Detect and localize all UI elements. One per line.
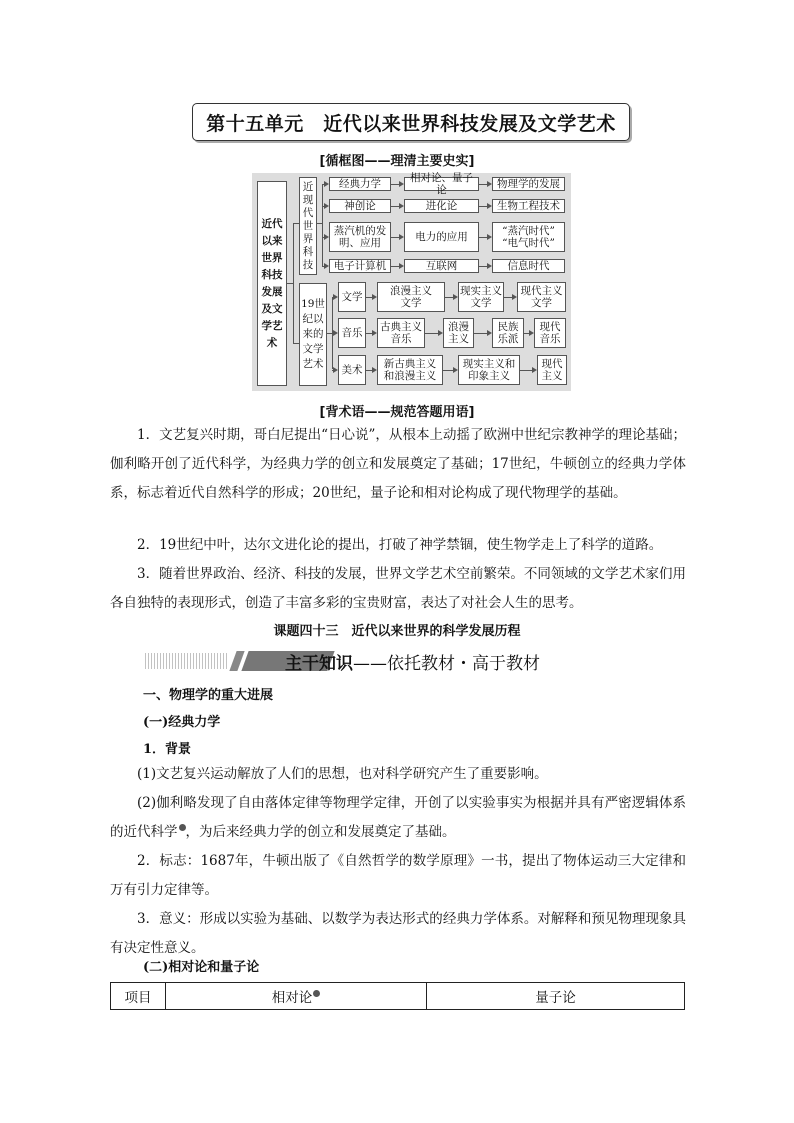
knowledge-diagram <box>252 173 571 391</box>
diagram-arrow-line <box>445 297 453 298</box>
term-paragraph-1: 1．文艺复兴时期，哥白尼提出“日心说”，从根本上动摇了欧洲中世纪宗教神学的理论基础；伽利略开创了近代科学，为经典力学的创立和发展奠定了基础；17世纪，牛顿创立的经典力学体系，标志着近代自然科学的形成；20世纪，量子论和相对论构成了现代物理学的基础。 <box>110 427 686 501</box>
diagram-arrow-line <box>425 333 438 334</box>
diagram-science-node: 进化论 <box>404 199 479 213</box>
diagram-arrow-line <box>391 266 399 267</box>
paragraph-newton: 2．标志：1687年，牛顿出版了《自然哲学的数学原理》一书，提出了物体运动三大定律和万有引力定律等。 <box>110 853 686 898</box>
diagram-arrow-line <box>520 370 532 371</box>
diagram-arrow-line <box>504 297 512 298</box>
paragraph-significance: 3．意义：形成以实验为基础、以数学为表达形式的经典力学体系。对解释和预见物理现象具有决定性意义。 <box>110 911 686 956</box>
diagram-arrow-line <box>474 333 487 334</box>
diagram-science-node: 物理学的发展 <box>492 177 565 191</box>
diagram-art-node: 音乐 <box>338 318 366 348</box>
page-title: 第十五单元 近代以来世界科技发展及文学艺术 <box>192 103 630 141</box>
diagram-art-node: 文学 <box>338 282 366 312</box>
diagram-science-node: 电子计算机 <box>329 259 391 273</box>
banner-sub: ——依托教材・高于教材 <box>353 654 540 674</box>
diagram-art-node: 古典主义 音乐 <box>377 318 425 348</box>
diagram-science-node: 蒸汽机的发 明、应用 <box>329 222 391 252</box>
term-paragraph-2: 2．19世纪中叶，达尔文进化论的提出，打破了神学禁锢，使生物学走上了科学的道路。 <box>137 537 663 553</box>
diagram-arrow-line <box>479 266 487 267</box>
section-label-terms: [背术语——规范答题用语] <box>319 405 475 420</box>
diagram-arrow-line <box>479 184 487 185</box>
heading-physics: 一、物理学的重大进展 <box>143 688 274 703</box>
table-header-relativity: 相对论 <box>166 983 427 1010</box>
diagram-art-node: 浪漫 主义 <box>443 318 474 348</box>
diagram-art-node: 现代 主义 <box>537 355 567 385</box>
diagram-arrow-line <box>443 370 453 371</box>
diagram-science-node: 信息时代 <box>492 259 565 273</box>
diagram-science-node: 神创论 <box>329 199 391 213</box>
diagram-art-node: 浪漫主义 文学 <box>377 282 445 312</box>
diagram-science-node: 互联网 <box>404 259 479 273</box>
diagram-root: 近代 以来 世界 科技 发展 及文 学艺 术 <box>257 181 287 386</box>
section-label-diagram: [循框图——理清主要史实] <box>319 154 475 169</box>
section-banner <box>145 649 685 673</box>
table-row <box>111 983 685 1010</box>
diagram-art-node: 现实主义 文学 <box>458 282 504 312</box>
lesson-title: 课题四十三 近代以来世界的科学发展历程 <box>273 624 521 639</box>
diagram-science-node: 经典力学 <box>329 177 391 191</box>
diagram-science-node: “蒸汽时代” “电气时代” <box>492 222 565 252</box>
comparison-table <box>110 982 685 1010</box>
paragraph-renaissance: (1)文艺复兴运动解放了人们的思想，也对科学研究产生了重要影响。 <box>137 766 548 782</box>
diagram-arrow-line <box>391 206 399 207</box>
banner-main: 主干知识 <box>285 654 353 674</box>
heading-classical-mechanics: (一)经典力学 <box>143 715 221 730</box>
diagram-branch-art: 19世 纪以 来的 文学 艺术 <box>299 283 327 386</box>
note-marker-icon <box>313 990 320 997</box>
paragraph-galileo: (2)伽利略发现了自由落体定律等物理学定律，开创了以实验事实为根据并具有严密逻辑体系的近代科学 ，为后来经典力学的创立和发展奠定了基础。 <box>110 795 686 840</box>
term-paragraph-3: 3．随着世界政治、经济、科技的发展，世界文学艺术空前繁荣。不同领域的文学艺术家们用各自独特的表现形式，创造了丰富多彩的宝贵财富，表达了对社会人生的思考。 <box>110 566 686 611</box>
diagram-art-node: 现代主义 文学 <box>517 282 566 312</box>
diagram-arrow-line <box>479 237 487 238</box>
subheading-background: 1．背景 <box>143 742 192 757</box>
diagram-art-node: 现实主义和 印象主义 <box>458 355 520 385</box>
heading-relativity-quantum: (二)相对论和量子论 <box>143 960 260 975</box>
diagram-arrow-line <box>479 206 487 207</box>
note-marker-icon <box>179 824 186 831</box>
diagram-science-node: 相对论、量子论 <box>404 177 479 191</box>
diagram-arrow-line <box>391 237 399 238</box>
diagram-science-node: 电力的应用 <box>404 222 479 252</box>
diagram-art-node: 民族 乐派 <box>492 318 524 348</box>
diagram-science-node: 生物工程技术 <box>492 199 565 213</box>
table-header-quantum: 量子论 <box>427 983 685 1010</box>
diagram-art-node: 新古典主义 和浪漫主义 <box>377 355 443 385</box>
diagram-art-node: 现代 音乐 <box>534 318 566 348</box>
diagram-branch-science: 近 现 代 世 界 科 技 <box>299 177 317 275</box>
diagram-art-node: 美术 <box>338 355 366 385</box>
table-header-item: 项目 <box>111 983 166 1010</box>
diagram-arrow-line <box>391 184 399 185</box>
